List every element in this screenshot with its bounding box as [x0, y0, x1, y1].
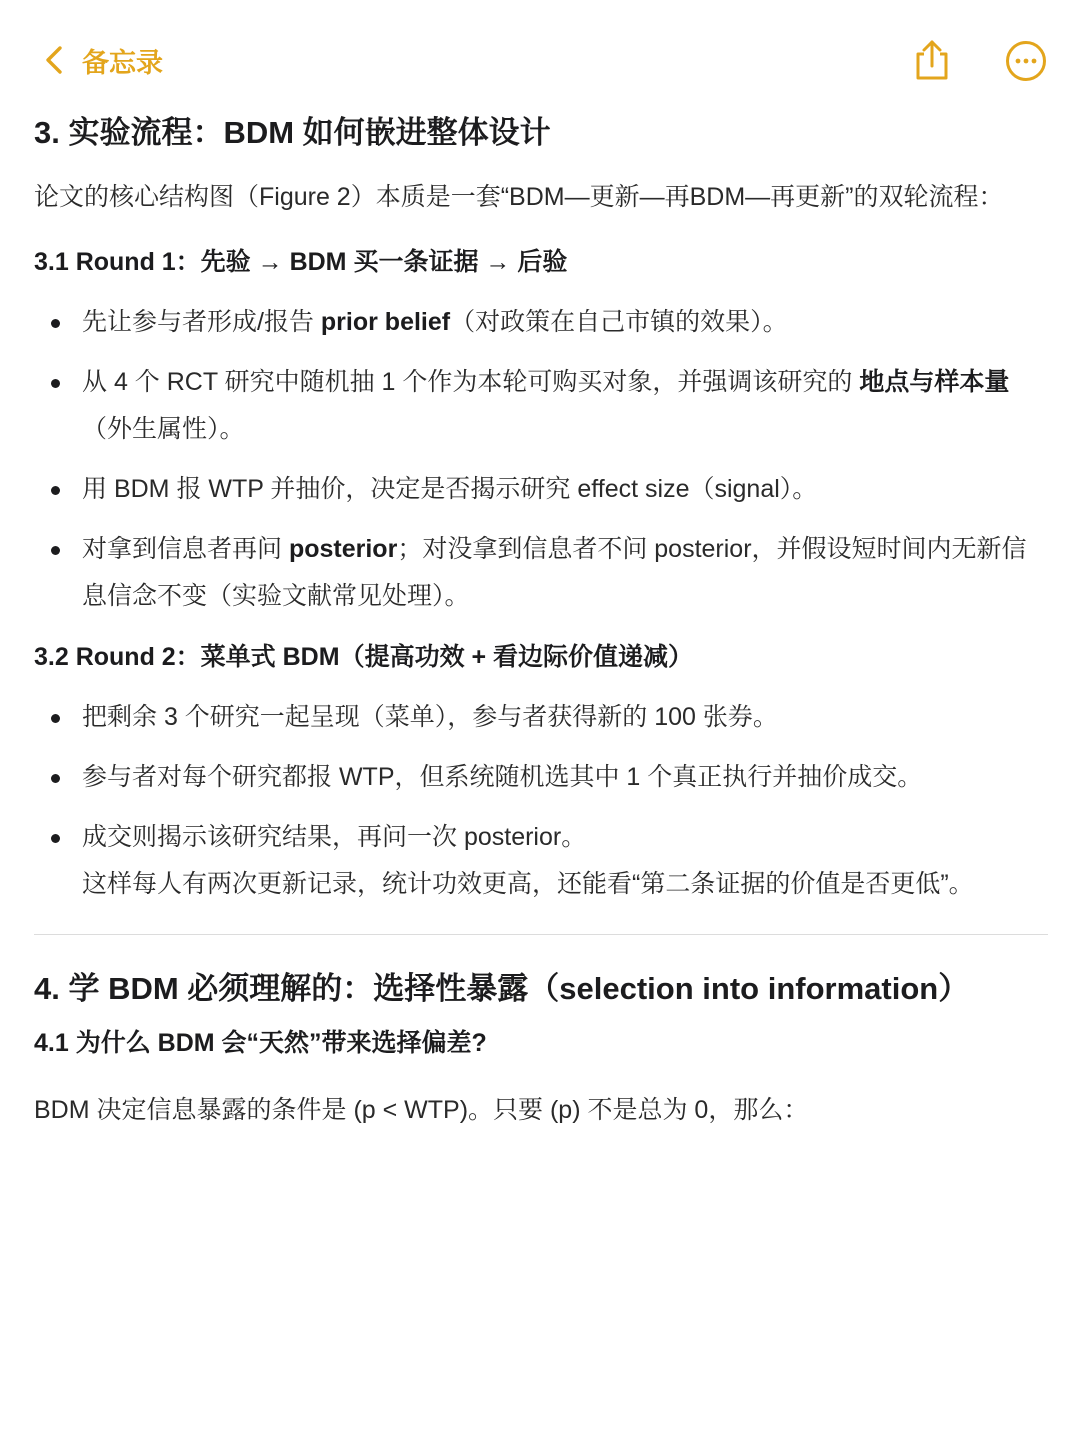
list-item-text: 用 BDM 报 WTP 并抽价，决定是否揭示研究 effect size（signal）。: [82, 475, 818, 503]
bullet-dot: [51, 319, 60, 328]
list-item-text: （外生属性）。: [82, 415, 245, 443]
bullet-dot: [51, 714, 60, 723]
back-label: 备忘录: [82, 47, 163, 78]
list-item-text: 这样每人有两次更新记录，统计功效更高，还能看“第二条证据的价值是否更低”。: [82, 870, 974, 898]
note-body[interactable]: [34, 108, 1048, 1152]
round-1-list: [34, 299, 1048, 620]
list-item-text: 成交则揭示该研究结果，再问一次 posterior。: [82, 823, 587, 851]
bold-text: posterior: [288, 535, 398, 563]
list-item-text: 把剩余 3 个研究一起呈现（菜单），参与者获得新的 100 张券。: [82, 703, 778, 731]
list-item: [34, 299, 1048, 346]
list-item: [34, 526, 1048, 620]
section-3-heading: 3. 实验流程：BDM 如何嵌进整体设计: [34, 115, 551, 150]
list-item-text: （对政策在自己市镇的效果）。: [450, 308, 788, 336]
ellipsis-circle-icon: [1005, 40, 1047, 82]
list-item-text: ；对没拿到信息者不问 posterior，并假设短时间内无新信息信念不变（实验文献常见处理）。: [82, 535, 1027, 610]
chevron-left-icon: [40, 43, 68, 77]
list-item-text: 从 4 个 RCT 研究中随机抽 1 个作为本轮可购买对象，并强调该研究的: [82, 368, 860, 396]
bold-text: 地点与样本量: [859, 368, 1010, 396]
bullet-dot: [51, 774, 60, 783]
section-3-intro: 论文的核心结构图（Figure 2）本质是一套“BDM—更新—再BDM—再更新”的双轮流程：: [34, 183, 1004, 211]
bullet-dot: [51, 486, 60, 495]
share-icon: [912, 38, 952, 82]
list-item-text: 先让参与者形成/报告: [82, 308, 321, 336]
section-4-1-heading: 4.1 为什么 BDM 会“天然”带来选择偏差?: [34, 1029, 487, 1057]
bullet-dot: [51, 379, 60, 388]
back-button[interactable]: [40, 38, 163, 82]
more-button[interactable]: [1005, 40, 1047, 82]
round-1-heading: 3.1 Round 1：先验 → BDM 买一条证据 → 后验: [34, 248, 568, 276]
list-item: [34, 359, 1048, 453]
bullet-dot: [51, 834, 60, 843]
bold-text: prior belief: [320, 308, 451, 336]
round-2-list: [34, 694, 1048, 908]
bullet-dot: [51, 546, 60, 555]
list-item-text: 参与者对每个研究都报 WTP，但系统随机选其中 1 个真正执行并抽价成交。: [82, 763, 923, 791]
round-2-heading: 3.2 Round 2：菜单式 BDM（提高功效 + 看边际价值递减）: [34, 643, 694, 671]
navigation-bar: [0, 0, 1080, 110]
list-item-text: 对拿到信息者再问: [82, 535, 289, 563]
section-4-heading: 4. 学 BDM 必须理解的：选择性暴露（selection into information）: [34, 971, 970, 1006]
divider: [34, 934, 1048, 935]
share-button[interactable]: [912, 38, 952, 82]
list-item: [34, 466, 1048, 513]
list-item: [34, 694, 1048, 741]
section-4-paragraph: BDM 决定信息暴露的条件是 (p < WTP)。只要 (p) 不是总为 0，那么：: [34, 1096, 809, 1124]
list-item: [34, 754, 1048, 801]
list-item: [34, 814, 1048, 908]
